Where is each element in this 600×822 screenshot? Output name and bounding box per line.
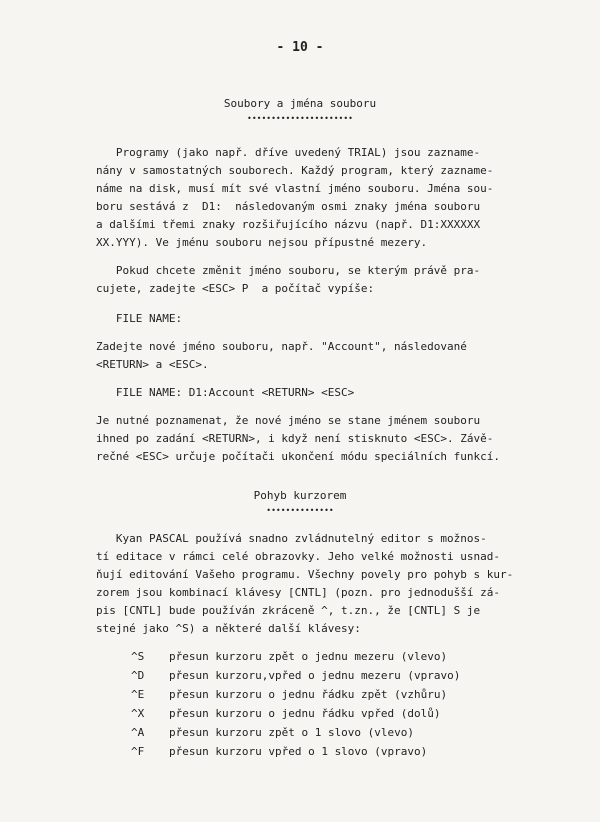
text-line: pis [CNTL] bude používán zkráceně ^, t.zn., že [CNTL] S je [96,604,481,617]
list-item [131,647,481,666]
page-number: - 10 - [276,40,324,55]
text-line: Zadejte nové jméno souboru, např. "Account", následované [96,340,467,353]
command-key: ^E [131,688,145,701]
text-line: stejné jako ^S) a některé další klávesy: [96,622,361,635]
section-title-underline: •••••••••••••••••••••• [247,114,353,123]
list-item [131,723,481,742]
text-line: ihned po zadání <RETURN>, i když není stisknuto <ESC>. Závě- [96,432,494,445]
command-description: přesun kurzoru zpět o 1 slovo (vlevo) [169,726,415,739]
section-title-cursor: Pohyb kurzorem [253,489,347,502]
command-description: přesun kurzoru,vpřed o jednu mezeru (vpravo) [169,669,461,682]
text-line: tí editace v rámci celé obrazovky. Jeho velké možnosti usnad- [96,550,500,563]
text-line: náme na disk, musí mít své vlastní jméno souboru. Jména sou- [96,182,494,195]
paragraph-files-intro [96,144,516,252]
paragraph-cursor-intro [96,530,516,638]
command-description: přesun kurzoru o jednu řádku zpět (vzhůru) [169,688,448,701]
text-line: Kyan PASCAL používá snadno zvládnutelný editor s možnos- [96,532,487,545]
command-description: přesun kurzoru o jednu řádku vpřed (dolů) [169,707,441,720]
command-key: ^X [131,707,145,720]
text-line: a dalšími třemi znaky rozšiřujícího názvu (např. D1:XXXXXX [96,218,481,231]
file-name-example: FILE NAME: D1:Account <RETURN> <ESC> [96,386,355,399]
command-key: ^F [131,745,145,758]
command-description: přesun kurzoru zpět o jednu mezeru (vlevo) [169,650,448,663]
text-line: boru sestává z D1: následovaným osmi znaky jména souboru [96,200,481,213]
text-line: Programy (jako např. dříve uvedený TRIAL) jsou zazname- [96,146,481,159]
paragraph-enter-name [96,338,516,374]
text-line: zorem jsou kombinací klávesy [CNTL] (pozn. pro jednodušší zá- [96,586,500,599]
list-item [131,704,481,723]
command-description: přesun kurzoru vpřed o 1 slovo (vpravo) [169,745,428,758]
list-item [131,742,481,761]
command-key: ^D [131,669,145,682]
command-key: ^S [131,650,145,663]
cursor-command-list [131,647,481,761]
text-line: Je nutné poznamenat, že nové jméno se stane jménem souboru [96,414,481,427]
section-title-files: Soubory a jména souboru [223,97,377,110]
text-line: Pokud chcete změnit jméno souboru, se kterým právě pra- [96,264,481,277]
text-line: nány v samostatných souborech. Každý program, který zazname- [96,164,494,177]
text-line: rečné <ESC> určuje počítači ukončení módu speciálních funkcí. [96,450,500,463]
list-item [131,685,481,704]
list-item [131,666,481,685]
paragraph-note [96,412,516,466]
text-line: <RETURN> a <ESC>. [96,358,209,371]
command-key: ^A [131,726,145,739]
text-line: XX.YYY). Ve jménu souboru nejsou přípustné mezery. [96,236,428,249]
file-name-prompt: FILE NAME: [96,312,183,325]
text-line: cujete, zadejte <ESC> P a počítač vypíše: [96,282,375,295]
text-line: ňují editování Vašeho programu. Všechny povely pro pohyb s kur- [96,568,514,581]
paragraph-rename [96,262,516,298]
section-title-underline: •••••••••••••• [266,506,334,515]
